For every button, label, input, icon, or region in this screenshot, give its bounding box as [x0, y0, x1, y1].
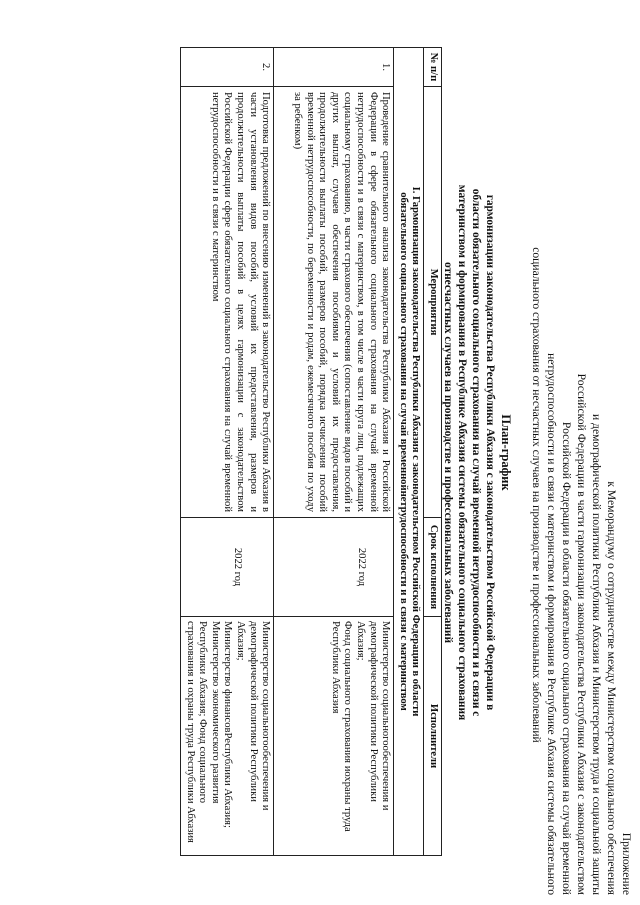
annex-label: Приложение — [620, 832, 633, 895]
annex-block — [529, 95, 634, 895]
header-activity: Мероприятия — [424, 87, 442, 518]
executor-line: страхования и охраны труда Республики Абхазия — [184, 621, 196, 843]
plan-subtitle-line: материнством и формирования в Республике Абхазия системы обязательного социального страхования — [456, 184, 468, 721]
row-number: 2. — [181, 48, 274, 87]
row-term: 2022 год — [274, 518, 394, 617]
table-row — [181, 48, 274, 856]
section-row — [394, 48, 424, 856]
row-term: 2022 год — [181, 518, 274, 617]
executor-line: демографической политики Республики — [367, 621, 379, 802]
executor-line: Республики Абхазия; Фонд социального — [197, 621, 209, 804]
annex-line: Российской Федерации в области обязательного социального страхования на случай временной — [560, 421, 573, 895]
annex-line: нетрудоспособности и в связи с материнством и формирования в Республике Абхазия системы обязательного — [545, 353, 558, 895]
plan-subtitle-line: гармонизации законодательства Республики Абхазия с законодательством Российской Федерации в — [484, 194, 496, 711]
executor-line: Фонд социального страхования иохраны труда — [342, 621, 354, 832]
annex-line: социального страхования от несчастных случаев на производстве и профессиональных заболеваний — [530, 247, 543, 743]
row-executors — [274, 617, 394, 856]
row-executors — [181, 617, 274, 856]
header-term: Срок исполнения — [424, 518, 442, 617]
plan-table — [180, 47, 442, 856]
annex-line: Российской Федерации в части гармонизации законодательства Республики Абхазия с законодательством — [575, 373, 588, 895]
executor-line: Республики Абхазия — [329, 621, 341, 714]
row-activity: Подготовка предложений по внесению изменений в законодательство Республики Абхазия в части установления видов пособий, условий их предоставления, размеров и продолжительности выплаты пособий в целях гармонизации с законодательством Российской Федерации сфере обязательного социального страхования на случай временной нетрудоспособности и в связи с материнством — [181, 87, 274, 518]
header-executors: Исполнители — [424, 617, 442, 856]
section-heading — [394, 48, 424, 856]
plan-title-block — [441, 30, 513, 875]
executor-line: демографической политики Республики — [247, 621, 259, 802]
annex-line: и демографической политики Республики Абхазия и Министерством труда и социальной защиты — [590, 413, 603, 895]
row-number: 1. — [274, 48, 394, 87]
row-activity: Проведение сравнительного анализа законодательства Республики Абхазия и Российской Федерации в сфере обязательного социального страхования на случай временной нетрудоспособности и в связи с материнством, в том числе в части круга лиц, подлежащих социальному страхованию, в части страхового обеспечения (сопоставление видов пособий и других выплат, случаев обеспечения пособиями и условий их предоставления, продолжительности выплаты пособий, размеров пособий, порядка исчисления пособий временной нетрудоспособности, по беременности и родам, ежемесячного пособия по уходу за ребенком) — [274, 87, 394, 518]
plan-subtitle-line: области обязательного социального страхования на случай временной нетрудоспособности и в связи с — [470, 188, 482, 717]
plan-subtitle-line: отнесчастных случаев на производстве и профессиональных заболеваний — [442, 261, 454, 644]
executor-line: Абхазия; — [355, 621, 367, 661]
executor-line: Министерство социальногообеспечения и — [260, 621, 272, 811]
executor-line: Абхазия; — [235, 621, 247, 661]
table-row — [274, 48, 394, 856]
section-heading-line: обязательного социального страхования на случай временнойнетрудоспособности и в связи с материнством — [397, 192, 409, 711]
executor-line: Министерство финансовРеспублики Абхазия; — [222, 621, 234, 828]
executor-line: Министерство экономического развития — [209, 621, 221, 804]
header-num: № п/п — [424, 48, 442, 87]
table-header-row — [424, 48, 442, 856]
executor-line: Министерство социальногообеспечения и — [380, 621, 392, 811]
section-heading-line: I. Гармонизация законодательства Республики Абхазия с законодательством Российской Федерации в области — [410, 186, 422, 717]
annex-line: к Меморандуму о сотрудничестве между Министерством социального обеспечения — [605, 481, 618, 895]
plan-title: План-график — [499, 414, 513, 491]
